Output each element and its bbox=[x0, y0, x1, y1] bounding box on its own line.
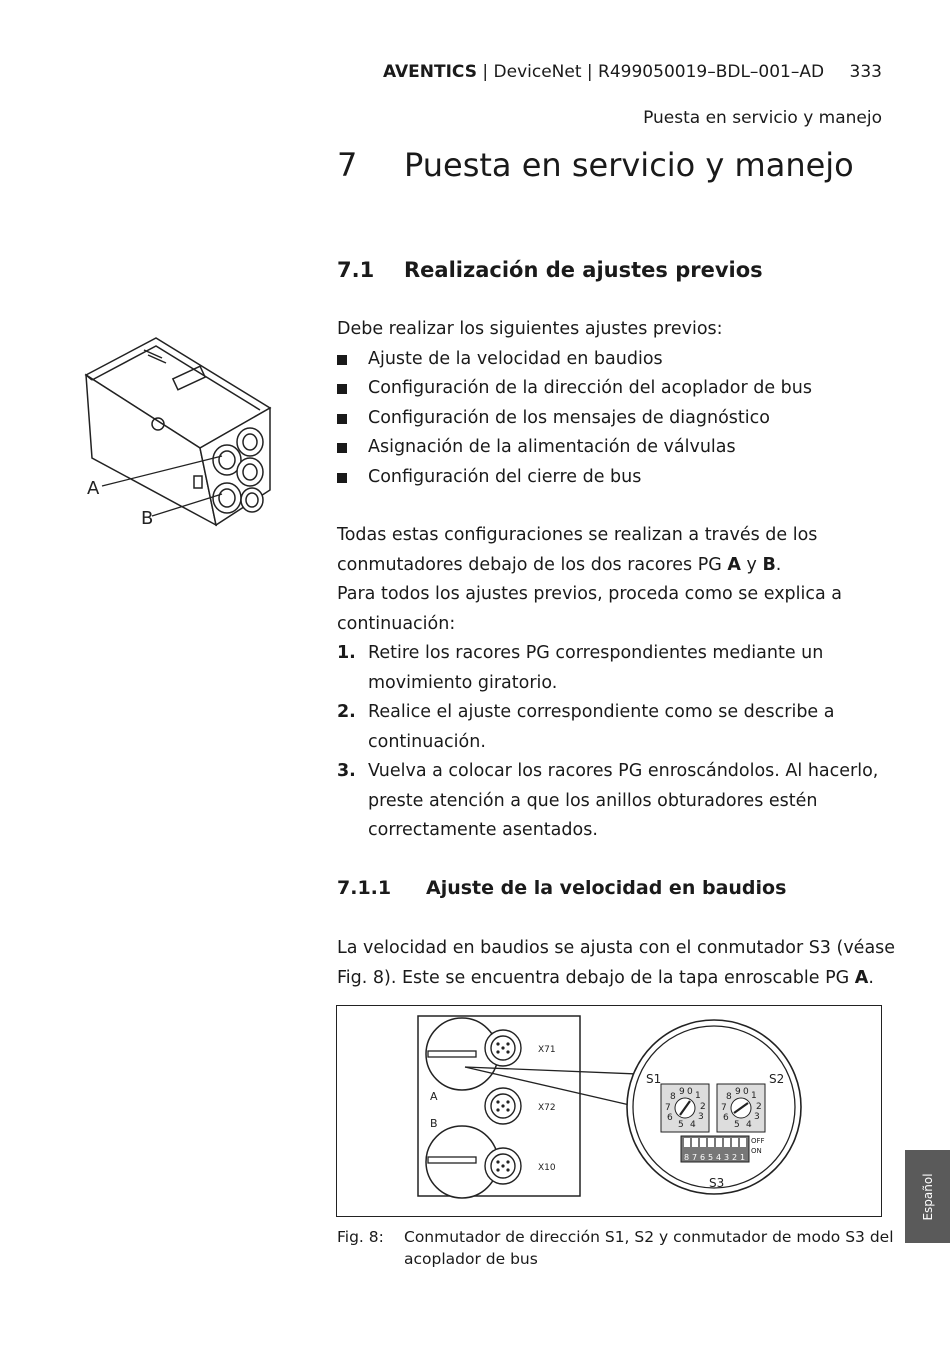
running-section-title: Puesta en servicio y manejo bbox=[643, 108, 882, 128]
chapter-number: 7 bbox=[337, 146, 358, 184]
baud-paragraph bbox=[337, 934, 897, 993]
svg-text:3: 3 bbox=[724, 1153, 730, 1162]
subsection-number: 7.1.1 bbox=[337, 877, 392, 899]
list-item: Asignación de la alimentación de válvulas bbox=[337, 433, 897, 463]
figure-8-diagram bbox=[337, 1006, 882, 1216]
figure-label: Fig. 8: bbox=[337, 1228, 384, 1246]
header-separator: | bbox=[476, 62, 494, 82]
svg-text:9: 9 bbox=[735, 1087, 741, 1097]
dip-on-label: ON bbox=[751, 1147, 762, 1155]
svg-text:9: 9 bbox=[679, 1087, 685, 1097]
language-tab bbox=[905, 1150, 950, 1243]
step-item bbox=[337, 639, 897, 698]
paragraph-line: La velocidad en baudios se ajusta con el conmutador S3 (véase bbox=[337, 938, 896, 958]
bullet-square-icon bbox=[337, 473, 347, 483]
dip-off-label: OFF bbox=[751, 1137, 765, 1145]
svg-text:5: 5 bbox=[678, 1120, 684, 1130]
bullet-square-icon bbox=[337, 384, 347, 394]
subsection-title: Ajuste de la velocidad en baudios bbox=[426, 877, 787, 899]
section-number: 7.1 bbox=[337, 258, 375, 282]
bus-coupler-illustration bbox=[70, 330, 280, 540]
bullet-square-icon bbox=[337, 443, 347, 453]
svg-text:6: 6 bbox=[667, 1113, 673, 1123]
label-a-ref: A bbox=[854, 967, 869, 988]
label-b: B bbox=[141, 508, 154, 529]
chapter-heading bbox=[337, 146, 854, 184]
svg-text:0: 0 bbox=[687, 1087, 693, 1097]
panel-label-a: A bbox=[430, 1090, 438, 1103]
list-item: Configuración de los mensajes de diagnóstico bbox=[337, 404, 897, 434]
list-item: Ajuste de la velocidad en baudios bbox=[337, 345, 897, 375]
section-heading bbox=[337, 258, 763, 282]
svg-text:4: 4 bbox=[746, 1120, 752, 1130]
document-id: R499050019–BDL–001–AD bbox=[598, 62, 825, 82]
svg-text:7: 7 bbox=[721, 1103, 727, 1113]
list-item: Configuración de la dirección del acoplador de bus bbox=[337, 374, 897, 404]
step-text: Vuelva a colocar los racores PG enroscándolos. Al hacerlo, preste atención a que los anillos obturadores estén correctamente asentados. bbox=[368, 761, 879, 840]
header-separator: | bbox=[581, 62, 599, 82]
svg-text:2: 2 bbox=[756, 1102, 762, 1112]
svg-text:6: 6 bbox=[723, 1113, 729, 1123]
svg-text:7: 7 bbox=[692, 1153, 698, 1162]
svg-text:1: 1 bbox=[740, 1153, 746, 1162]
svg-text:8: 8 bbox=[726, 1092, 732, 1102]
paragraph-line: Para todos los ajustes previos, proceda como se explica a bbox=[337, 584, 843, 604]
paragraph-line: continuación: bbox=[337, 613, 456, 634]
connector-label-x72: X72 bbox=[538, 1103, 556, 1113]
svg-text:8: 8 bbox=[670, 1092, 676, 1102]
paragraph-line: Fig. 8). Este se encuentra debajo de la tapa enroscable PG A. bbox=[337, 967, 874, 988]
section-title: Realización de ajustes previos bbox=[404, 258, 763, 282]
label-b-ref: B bbox=[762, 554, 776, 575]
page-number: 333 bbox=[849, 62, 882, 82]
instructions-block bbox=[337, 521, 897, 846]
step-item bbox=[337, 698, 897, 757]
svg-text:3: 3 bbox=[698, 1112, 704, 1122]
intro-text: Debe realizar los siguientes ajustes previos: bbox=[337, 319, 723, 339]
bullet-square-icon bbox=[337, 355, 347, 365]
language-tab-label: Español bbox=[920, 1172, 935, 1221]
svg-text:6: 6 bbox=[700, 1153, 706, 1162]
bullet-square-icon bbox=[337, 414, 347, 424]
intro-block bbox=[337, 315, 897, 492]
detail-circle bbox=[627, 1020, 801, 1194]
step-text: Realice el ajuste correspondiente como se describe a continuación. bbox=[368, 702, 835, 752]
svg-text:1: 1 bbox=[751, 1091, 757, 1101]
cap-slot bbox=[428, 1051, 476, 1057]
list-item: Configuración del cierre de bus bbox=[337, 463, 897, 493]
product-name: DeviceNet bbox=[493, 62, 582, 82]
step-number: 2. bbox=[337, 702, 356, 722]
caption-text: Conmutador de dirección S1, S2 y conmutador de modo S3 del acoplador de bus bbox=[404, 1228, 894, 1268]
step-number: 3. bbox=[337, 761, 356, 781]
step-text: Retire los racores PG correspondientes mediante un movimiento giratorio. bbox=[368, 643, 824, 693]
svg-text:4: 4 bbox=[690, 1120, 696, 1130]
svg-text:5: 5 bbox=[708, 1153, 714, 1162]
step-item bbox=[337, 757, 897, 846]
figure-caption bbox=[337, 1226, 897, 1270]
running-header bbox=[383, 62, 883, 82]
bullet-list bbox=[337, 345, 897, 493]
switch-s2-label: S2 bbox=[769, 1072, 785, 1086]
svg-text:2: 2 bbox=[732, 1153, 738, 1162]
paragraph-line: Todas estas configuraciones se realizan a través de los bbox=[337, 525, 818, 545]
steps-list bbox=[337, 639, 897, 846]
subsection-heading bbox=[337, 877, 786, 899]
svg-text:8: 8 bbox=[684, 1153, 690, 1162]
svg-text:4: 4 bbox=[716, 1153, 722, 1162]
label-a-ref: A bbox=[727, 554, 741, 575]
svg-text:7: 7 bbox=[665, 1103, 671, 1113]
connector-label-x10: X10 bbox=[538, 1163, 556, 1173]
paragraph-line: conmutadores debajo de los dos racores PG A y B. bbox=[337, 554, 782, 575]
svg-text:5: 5 bbox=[734, 1120, 740, 1130]
step-number: 1. bbox=[337, 643, 356, 663]
svg-text:1: 1 bbox=[695, 1091, 701, 1101]
connector-label-x71: X71 bbox=[538, 1045, 556, 1055]
panel-label-b: B bbox=[430, 1117, 438, 1130]
cap-slot bbox=[428, 1157, 476, 1163]
svg-text:0: 0 bbox=[743, 1087, 749, 1097]
svg-text:2: 2 bbox=[700, 1102, 706, 1112]
svg-text:3: 3 bbox=[754, 1112, 760, 1122]
switch-s3-label: S3 bbox=[709, 1176, 725, 1190]
switch-s1-label: S1 bbox=[646, 1072, 662, 1086]
label-a: A bbox=[87, 478, 100, 499]
brand-name: AVENTICS bbox=[383, 62, 477, 82]
chapter-title: Puesta en servicio y manejo bbox=[404, 146, 854, 184]
